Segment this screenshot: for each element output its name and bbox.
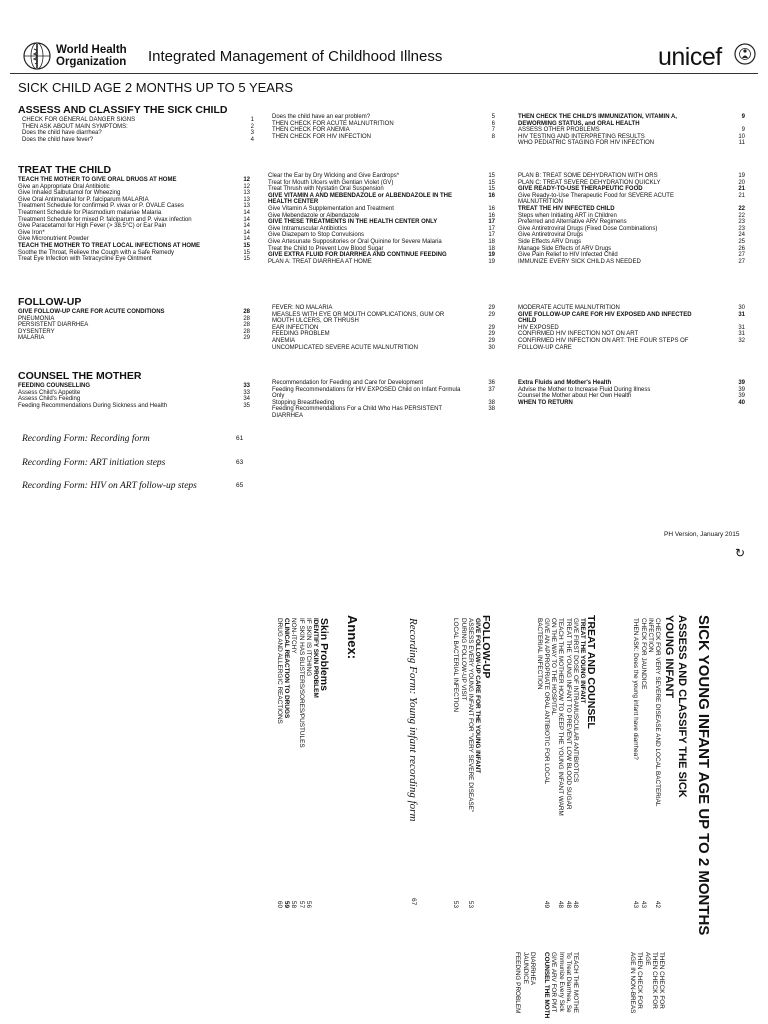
toc-entry-page: 33 <box>243 389 250 396</box>
toc-entry-page: 29 <box>488 331 495 338</box>
rotated-toc-entry <box>557 952 564 1024</box>
rotated-toc-entry-page: 48 <box>557 900 565 908</box>
rotated-toc-entry <box>635 952 642 1024</box>
toc-entry-title: MALARIA <box>18 335 45 342</box>
rotated-toc-entry-title: BACTERIAL INFECTION <box>535 618 543 690</box>
rotated-recording-form-page: 67 <box>410 898 417 906</box>
toc-entry-title: PERSISTENT DIARRHEA <box>18 322 89 329</box>
toc-entry-title: Counsel the Mother about Her Own Health <box>518 393 632 400</box>
toc-entry-title: CHILD <box>518 318 537 325</box>
toc-entry <box>22 137 254 144</box>
rotated-toc-entry-page: 58 <box>290 900 298 908</box>
rotated-toc-entry-title: GIVE AN APPROPRIATE ORAL ANTIBIOTIC FOR LOCAL <box>543 618 550 785</box>
rotated-toc-entry-title: THEN CHECK FOR <box>658 952 665 1009</box>
toc-entry-page: 20 <box>738 179 745 186</box>
rotated-toc-entry <box>535 952 542 1024</box>
toc-entry-page: 39 <box>738 380 745 386</box>
rotated-toc-entry <box>535 618 542 908</box>
version-label: PH Version, January 2015 <box>664 531 740 538</box>
toc-entry-page: 9 <box>741 114 745 120</box>
toc-entry-title: Does the child have fever? <box>22 136 94 143</box>
rotated-toc-entry <box>282 618 289 908</box>
toc-entry-title: Give Mebendazole or Albendazole <box>268 212 360 219</box>
toc-entry-title: FEVER: NO MALARIA <box>272 305 333 311</box>
rotated-toc-entry-page: 56 <box>304 900 312 908</box>
toc-entry-title: DYSENTERY <box>18 328 55 335</box>
toc-entry-page: 15 <box>243 256 250 263</box>
toc-entry-title: Treatment Schedule for confirmed P. vivax or P. OVALE Cases <box>18 203 184 210</box>
toc-entry-page: 3 <box>250 130 254 137</box>
toc-entry-title: THEN CHECK FOR ANEMIA <box>272 127 350 134</box>
toc-entry-title: Treatment Schedule for Plasmodium malariae Malaria <box>18 210 162 216</box>
toc-entry <box>268 259 495 266</box>
toc-entry-title: CONFIRMED HIV INFECTION ON ART: THE FOUR STEPS OF <box>518 338 689 344</box>
toc-entry-title: PLAN C: TREAT SEVERE DEHYDRATION QUICKLY <box>518 179 661 186</box>
rotated-toc-entry-title: COUNSEL THE MOTH <box>543 952 551 1019</box>
toc-entry-title: Give Inhaled Salbutamol for Wheezing <box>18 190 121 197</box>
rotated-toc-entry-title: GIVE FIRST DOSE OF INTRAMUSCULAR ANTIBIOTICS <box>571 618 579 783</box>
toc-entry <box>518 400 745 407</box>
toc-entry-title: Treatment Schedule for mixed P. falciparum and P. vivax infection <box>18 216 192 223</box>
rotated-toc-entry <box>571 952 578 1024</box>
toc-entry-page: 15 <box>488 179 495 186</box>
rotated-toc-entry <box>289 618 296 908</box>
toc-entry-title: MOUTH ULCERS, OR THRUSH <box>272 318 359 325</box>
toc-entry-title: Advise the Mother to Increase Fluid During Illness <box>518 386 651 393</box>
toc-entry-page: 16 <box>488 192 495 199</box>
rotated-toc-entry-title: JAUNDICE <box>521 952 529 984</box>
toc-entry-page: 18 <box>488 239 495 245</box>
toc-entry-title: Give Antiretroviral Drugs (Fixed Dose Combinations) <box>518 225 658 232</box>
rotated-toc-entry <box>311 618 318 908</box>
rotated-assess-heading-2: YOUNG INFANT <box>663 615 675 699</box>
toc-entry-title: UNCOMPLICATED SEVERE ACUTE MALNUTRITION <box>272 344 418 351</box>
rotated-toc-entry-title: GIVE ARV FOR PMT <box>550 952 558 1013</box>
rotated-toc-entry-page: 60 <box>276 900 283 908</box>
toc-entry-title: WHEN TO RETURN <box>518 399 573 406</box>
rotated-toc-entry-title: Immunize Every Sick <box>557 952 565 1012</box>
toc-entry-page: 4 <box>250 136 254 143</box>
rotated-toc-entry <box>473 618 480 908</box>
toc-entry-title: Recommendation for Feeding and Care for Development <box>272 380 424 386</box>
rotated-toc-entry <box>631 618 638 908</box>
toc-entry-title: Manage Side Effects of ARV Drugs <box>518 245 612 252</box>
refresh-icon: ↻ <box>735 546 746 560</box>
toc-entry-page: 15 <box>488 186 495 193</box>
toc-entry-page: 23 <box>738 219 745 226</box>
rotated-toc-entry-title: NON-ITCHY <box>290 618 298 654</box>
rotated-toc-entry-title: DIARRHEA <box>528 952 536 986</box>
rotated-toc-entry <box>451 618 458 908</box>
toc-entry-page: 13 <box>243 190 250 197</box>
toc-entry-page: 5 <box>491 114 495 120</box>
rotated-toc-entry <box>549 618 556 908</box>
rotated-recording-form: Recording Form: Young infant recording form <box>407 618 419 822</box>
rotated-treat-heading: TREAT AND COUNSEL <box>585 615 597 729</box>
toc-entry-title: DEWORMING STATUS, and ORAL HEALTH <box>518 120 640 127</box>
rotated-toc-entry <box>275 618 282 908</box>
rotated-toc-entry-page: 48 <box>571 900 579 908</box>
rotated-skin-heading: Skin Problems <box>318 618 330 691</box>
toc-entry-title: Give Artesunate Suppositories or Oral Quinine for Severe Malaria <box>268 239 442 245</box>
rotated-toc-entry <box>297 618 304 908</box>
rotated-toc-entry-title: TEACH THE MOTHER HOW TO KEEP THE YOUNG INFANT WARM <box>557 618 565 816</box>
toc-entry-title: WHO PEDIATRIC STAGING FOR HIV INFECTION <box>518 140 655 147</box>
toc-entry <box>518 259 745 266</box>
toc-entry-page: 29 <box>488 305 495 311</box>
toc-entry-title: ASSESS OTHER PROBLEMS <box>518 127 600 134</box>
toc-entry-title: Give Oral Antimalarial for P. falciparum MALARIA <box>18 196 149 203</box>
rotated-toc-entry-title: ASSESS EVERY YOUNG INFANT FOR "VERY SEVERE DISEASE" <box>466 618 474 813</box>
toc-entry-title: Extra Fluids and Mother's Health <box>518 380 612 386</box>
recording-form-2-page: 63 <box>236 459 244 466</box>
unicef-logo-text: unicef <box>658 43 722 71</box>
rotated-toc-entry-title: THEN CHECK FOR <box>650 952 658 1009</box>
toc-entry-title: Treat for Mouth Ulcers with Gentian Violet (GV) <box>268 179 394 186</box>
rotated-toc-entry <box>578 618 585 908</box>
toc-entry-title: CONFIRMED HIV INFECTION NOT ON ART <box>518 331 639 338</box>
toc-entry-title: Give Iron* <box>18 229 45 236</box>
page-title: SICK CHILD AGE 2 MONTHS UP TO 5 YEARS <box>18 80 294 95</box>
toc-entry-title: Treat the Child to Prevent Low Blood Sugar <box>268 245 384 252</box>
toc-entry-title: Give Micronutrient Powder <box>18 236 89 243</box>
toc-entry-title: TEACH THE MOTHER TO GIVE ORAL DRUGS AT HOME <box>18 177 177 183</box>
toc-entry-title: TEACH THE MOTHER TO TREAT LOCAL INFECTIONS AT HOME <box>18 243 200 249</box>
toc-entry-title: PNEUMONIA <box>18 315 55 322</box>
toc-entry-page: 22 <box>738 206 745 212</box>
rotated-toc-entry <box>653 618 660 908</box>
rotated-title: SICK YOUNG INFANT AGE UP TO 2 MONTHS <box>695 615 712 936</box>
toc-entry-title: Give Paracetamol for High Fever (> 38.5°C) or Ear Pain <box>18 223 167 230</box>
toc-entry-title: HEALTH CENTER <box>268 199 319 206</box>
rotated-toc-entry <box>564 618 571 908</box>
rotated-toc-entry-title: AGE IN NON-BREAS <box>629 952 637 1014</box>
rotated-toc-entry <box>459 618 466 908</box>
toc-entry-page: 14 <box>243 223 250 230</box>
toc-entry-title: Give Ready-to-Use Therapeutic Food for SEVERE ACUTE <box>518 192 674 199</box>
rotated-toc-entry-title: FEEDING PROBLEM <box>514 952 522 1014</box>
rotated-toc-entry-title: To Treat Diarrhea, Se <box>564 952 572 1013</box>
toc-entry-title: Give Pain Relief to HIV Infected Child <box>518 252 618 259</box>
rotated-toc-entry-page: 49 <box>543 900 550 908</box>
toc-entry-title: Does the child have an ear problem? <box>272 114 371 120</box>
header-title: Integrated Management of Childhood Illness <box>148 48 443 65</box>
toc-entry-page: 21 <box>738 192 745 199</box>
toc-entry-title: Does the child have diarrhea? <box>22 130 102 137</box>
toc-entry-page: 23 <box>738 225 745 232</box>
toc-entry-title: MALNUTRITION <box>518 199 563 206</box>
toc-entry-page: 28 <box>243 315 250 322</box>
toc-entry-page: 8 <box>491 133 495 140</box>
toc-entry-title: FEEDING PROBLEM <box>272 331 330 338</box>
toc-entry-page: 29 <box>488 324 495 331</box>
heading-counsel: COUNSEL THE MOTHER <box>18 370 142 382</box>
toc-entry <box>272 345 495 352</box>
toc-entry-page: 27 <box>738 258 745 265</box>
rotated-toc-entry-title: ON THE WAY TO THE HOSPITAL <box>550 618 558 716</box>
toc-entry-page: 14 <box>243 229 250 236</box>
toc-entry-title: Assess Child's Appetite <box>18 389 81 396</box>
toc-entry-page: 28 <box>243 328 250 335</box>
toc-entry-page: 15 <box>243 249 250 256</box>
toc-entry-page: 32 <box>738 338 745 344</box>
toc-entry-page: 1 <box>250 117 254 123</box>
toc-entry-title: Steps when Initiating ART in Children <box>518 212 617 219</box>
rotated-toc-entry-page: 43 <box>639 900 647 908</box>
rotated-toc-entry-title: TREAT THE YOUNG INFANT <box>579 618 586 704</box>
toc-entry-title: PLAN A: TREAT DIARRHEA AT HOME <box>268 258 372 265</box>
toc-entry-title: HIV EXPOSED <box>518 324 559 331</box>
toc-entry-title: PLAN B: TREAT SOME DEHYDRATION WITH ORS <box>518 173 658 179</box>
toc-entry-title: Soothe the Throat, Relieve the Cough with a Safe Remedy <box>18 249 174 256</box>
rotated-toc-entry-title: CHECK FOR VERY SEVERE DISEASE AND LOCAL BACTERIAL <box>654 618 661 807</box>
toc-entry-title: Feeding Recommendations for HIV EXPOSED Child on Infant Formula <box>272 386 461 393</box>
rotated-toc-entry <box>639 618 646 908</box>
toc-entry-title: EAR INFECTION <box>272 324 319 331</box>
toc-entry-page: 16 <box>488 206 495 212</box>
toc-entry-title: Assess Child's Feeding <box>18 396 81 403</box>
toc-entry-page: 39 <box>738 393 745 400</box>
toc-entry-page: 12 <box>243 177 250 183</box>
toc-entry-title: Side Effects ARV Drugs <box>518 239 582 245</box>
rotated-toc-entry-title: TREAT THE YOUNG INFANT TO PREVENT LOW BLOOD SUGAR <box>564 618 572 810</box>
toc-entry-page: 10 <box>738 133 745 140</box>
toc-entry-title: THEN CHECK FOR ACUTE MALNUTRITION <box>272 120 394 127</box>
toc-entry-title: ANEMIA <box>272 338 296 344</box>
toc-entry-page: 38 <box>488 406 495 413</box>
toc-entry <box>272 134 495 141</box>
recording-form-2: Recording Form: ART initiation steps <box>22 458 166 468</box>
toc-entry-page: 39 <box>738 386 745 393</box>
toc-entry-page: 14 <box>243 236 250 243</box>
toc-entry-title: Give Diazepam to Stop Convulsions <box>268 232 365 239</box>
toc-entry-title: Stopping Breastfeeding <box>272 399 335 406</box>
toc-entry <box>18 256 250 263</box>
who-name-line2: Organization <box>56 56 127 68</box>
toc-entry-title: GIVE READY-TO-USE THERAPEUTIC FOOD <box>518 186 643 193</box>
rotated-toc-entry-title: TEACH THE MOTHE <box>572 952 579 1013</box>
toc-entry-page: 29 <box>243 335 250 342</box>
toc-entry-page: 36 <box>488 380 495 386</box>
toc-entry-title: Only <box>272 393 285 400</box>
toc-entry-page: 22 <box>738 212 745 219</box>
toc-entry-title: THEN ASK ABOUT MAIN SYMPTOMS: <box>22 123 128 130</box>
toc-entry-page: 29 <box>488 311 495 318</box>
toc-entry-title: TREAT THE HIV INFECTED CHILD <box>518 206 615 212</box>
toc-entry-page: 33 <box>243 383 250 389</box>
rotated-toc-entry-title: IF SKIN HAS BLISTERS/SORES/PUSTULES <box>297 618 305 748</box>
toc-entry <box>518 140 745 147</box>
toc-entry-page: 17 <box>488 225 495 232</box>
toc-entry-page: 26 <box>738 245 745 252</box>
toc-entry-title: GIVE FOLLOW-UP CARE FOR ACUTE CONDITIONS <box>18 309 165 315</box>
toc-entry-page: 17 <box>488 232 495 239</box>
heading-followup: FOLLOW-UP <box>18 296 82 308</box>
rotated-toc-entry-title: CHECK FOR JAUNDICE <box>639 618 647 690</box>
toc-entry-page: 14 <box>243 210 250 216</box>
toc-entry-title: Give Intramuscular Antibiotics <box>268 225 348 232</box>
toc-entry-title: GIVE EXTRA FLUID FOR DIARRHEA AND CONTINUE FEEDING <box>268 252 447 259</box>
rotated-toc-entry-title: CLINICAL REACTION TO DRUGS <box>283 618 291 719</box>
toc-entry-title: MODERATE ACUTE MALNUTRITION <box>518 305 620 311</box>
rotated-toc-entry <box>657 952 664 1024</box>
rotated-toc-entry <box>542 618 549 908</box>
rotated-toc-entry <box>542 952 549 1024</box>
rotated-toc-entry-title: INFECTION <box>646 618 654 653</box>
toc-entry-page: 19 <box>488 252 495 259</box>
recording-form-3-page: 65 <box>236 482 244 489</box>
toc-entry-page: 37 <box>488 386 495 393</box>
toc-entry-title: Give Vitamin A Supplementation and Treatment <box>268 206 394 212</box>
toc-entry <box>18 403 250 410</box>
toc-entry-title: IMMUNIZE EVERY SICK CHILD AS NEEDED <box>518 258 641 265</box>
toc-entry-title: GIVE VITAMIN A AND MEBENDAZOLE or ALBENDAZOLE IN THE <box>268 192 452 199</box>
toc-entry-page: 17 <box>488 219 495 226</box>
toc-entry-page: 19 <box>738 173 745 179</box>
toc-entry-title: CHECK FOR GENERAL DANGER SIGNS <box>22 117 136 123</box>
rotated-toc-entry-page: 57 <box>297 900 305 908</box>
toc-entry-page: 29 <box>488 338 495 344</box>
rotated-toc-entry-title: IDENTIFY SKIN PROBLEM <box>312 618 319 698</box>
rotated-followup-heading: FOLLOW-UP <box>480 615 492 679</box>
toc-entry-page: 19 <box>488 258 495 265</box>
rotated-toc-entry-title: IF SKIN IS ITCHING <box>304 618 312 677</box>
rotated-toc-entry-title: AGE <box>643 952 651 966</box>
rotated-toc-entry-page: 53 <box>452 900 460 908</box>
toc-entry-title: HIV TESTING AND INTERPRETING RESULTS <box>518 133 645 140</box>
toc-entry-title: DIARRHEA <box>272 413 304 419</box>
rotated-toc-entry-page: 59 <box>283 900 291 908</box>
toc-entry-title: FEEDING COUNSELLING <box>18 383 91 389</box>
toc-entry-title: Feeding Recommendations During Sickness and Health <box>18 402 168 409</box>
rotated-toc-entry <box>556 618 563 908</box>
toc-entry-title: Feeding Recommendations For a Child Who Has PERSISTENT <box>272 406 443 413</box>
toc-entry-page: 15 <box>488 173 495 179</box>
toc-entry-page: 31 <box>738 324 745 331</box>
rotated-toc-entry-page: 43 <box>632 900 640 908</box>
heading-treat: TREAT THE CHILD <box>18 164 112 176</box>
toc-entry-page: 15 <box>243 243 250 249</box>
toc-entry-page: 9 <box>741 127 745 134</box>
recording-form-1: Recording Form: Recording form <box>22 434 150 444</box>
rotated-toc-entry <box>643 952 650 1024</box>
toc-entry-page: 31 <box>738 311 745 318</box>
rotated-toc-entry <box>549 952 556 1024</box>
toc-entry-title: Give Antiretroviral Drugs <box>518 232 584 239</box>
toc-entry-page: 16 <box>488 212 495 219</box>
toc-entry-title: Clear the Ear by Dry Wicking and Give Eardrops* <box>268 173 400 179</box>
heading-assess: ASSESS AND CLASSIFY THE SICK CHILD <box>18 104 228 116</box>
toc-entry <box>518 345 745 352</box>
rotated-toc-entry-title: DURING FOLLOW-UP VISIT <box>459 618 467 701</box>
rotated-toc-entry-title: GIVE FOLLOW-UP CARE FOR THE YOUNG INFANT <box>474 618 481 774</box>
toc-entry-title: MEASLES WITH EYE OR MOUTH COMPLICATIONS, GUM OR <box>272 311 445 318</box>
rotated-assess-heading: ASSESS AND CLASSIFY THE SICK <box>676 615 688 798</box>
toc-entry-page: 28 <box>243 322 250 329</box>
toc-entry-page: 38 <box>488 399 495 406</box>
toc-entry <box>272 413 495 420</box>
toc-entry-page: 6 <box>491 120 495 127</box>
rotated-toc-entry <box>513 952 520 1024</box>
toc-entry-page: 13 <box>243 196 250 203</box>
toc-entry-page: 25 <box>738 239 745 245</box>
rotated-annex-heading: Annex: <box>345 615 360 660</box>
toc-entry-title: THEN CHECK FOR HIV INFECTION <box>272 133 372 140</box>
rotated-toc-entry-page: 48 <box>564 900 572 908</box>
toc-entry-page: 11 <box>738 140 745 147</box>
toc-entry-page: 21 <box>738 186 745 193</box>
rotated-toc-entry-title: DRUG AND ALLERGIC REACTIONS <box>276 618 283 724</box>
toc-entry-page: 2 <box>250 123 254 130</box>
recording-form-1-page: 61 <box>236 435 244 442</box>
toc-entry <box>18 335 250 342</box>
toc-entry-page: 7 <box>491 127 495 134</box>
toc-entry-page: 18 <box>488 245 495 252</box>
toc-entry-page: 12 <box>243 183 250 190</box>
toc-entry-page: 34 <box>243 396 250 403</box>
toc-entry-page: 30 <box>738 305 745 311</box>
toc-entry-page: 24 <box>738 232 745 239</box>
recording-form-3: Recording Form: HIV on ART follow-up steps <box>22 481 197 491</box>
toc-entry-title: Treat Thrush with Nystatin Oral Suspension <box>268 186 384 193</box>
toc-entry-title: GIVE THESE TREATMENTS IN THE HEALTH CENTER ONLY <box>268 219 438 226</box>
toc-entry-page: 30 <box>488 344 495 351</box>
rotated-toc-entry-page: 42 <box>654 900 661 908</box>
toc-entry-page: 14 <box>243 216 250 223</box>
rotated-toc-entry-title: LOCAL BACTERIAL INFECTION <box>452 618 460 712</box>
toc-entry-title: Treat Eye Infection with Tetracycline Eye Ointment <box>18 256 152 263</box>
toc-entry-page: 27 <box>738 252 745 259</box>
rotated-toc-entry-title: THEN ASK: Does the young infant have diarrhea? <box>632 618 640 760</box>
who-name-line1: World Health <box>56 44 127 56</box>
toc-entry-title: Give an Appropriate Oral Antibiotic <box>18 183 110 190</box>
toc-entry-page: 40 <box>738 399 745 406</box>
toc-entry-page: 31 <box>738 331 745 338</box>
rotated-toc-entry <box>628 952 635 1024</box>
rotated-toc-entry <box>521 952 528 1024</box>
toc-entry-title: Preferred and Alternative ARV Regimens <box>518 219 627 226</box>
rotated-toc-entry-page: 53 <box>466 900 474 908</box>
toc-entry-title: THEN CHECK THE CHILD'S IMMUNIZATION, VITAMIN A, <box>518 114 677 120</box>
rotated-toc-entry-title: THEN CHECK FOR <box>636 952 644 1009</box>
toc-entry-page: 13 <box>243 203 250 210</box>
toc-entry-title: FOLLOW-UP CARE <box>518 344 572 351</box>
toc-entry-title: GIVE FOLLOW-UP CARE FOR HIV EXPOSED AND INFECTED <box>518 311 692 318</box>
toc-entry-page: 28 <box>243 309 250 315</box>
toc-entry-page: 35 <box>243 402 250 409</box>
